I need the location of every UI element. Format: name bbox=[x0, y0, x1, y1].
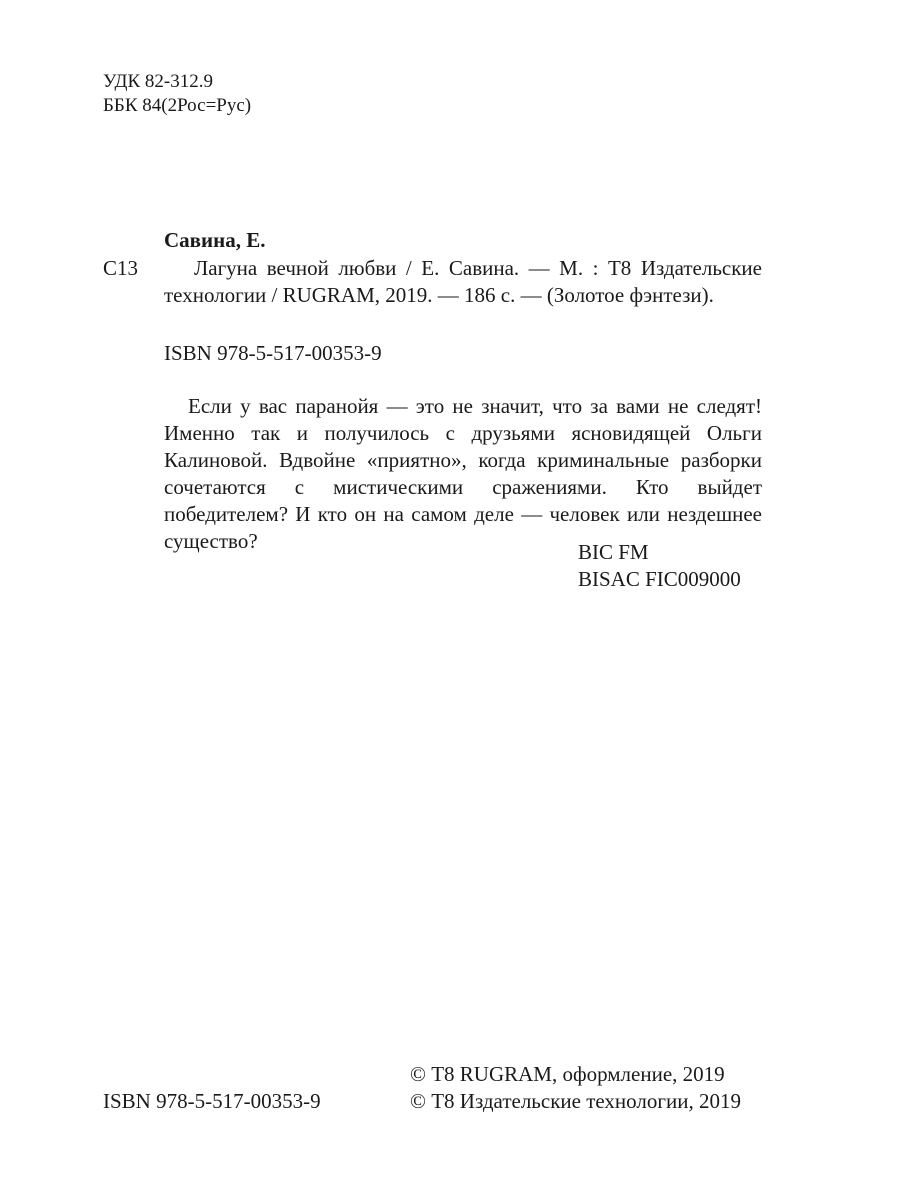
bic-code: BIC FM bbox=[578, 540, 649, 564]
bibliographic-line-2: технологии / RUGRAM, 2019. — 186 с. — (Золотое фэнтези). bbox=[164, 283, 714, 307]
isbn: ISBN 978-5-517-00353-9 bbox=[164, 341, 382, 365]
udk-code: УДК 82-312.9 bbox=[103, 71, 213, 92]
bbk-code: ББК 84(2Рос=Рус) bbox=[103, 95, 252, 116]
copyright-publisher: © Т8 Издательские технологии, 2019 bbox=[410, 1089, 741, 1113]
bisac-code: BISAC FIC009000 bbox=[578, 567, 741, 591]
isbn-footer: ISBN 978-5-517-00353-9 bbox=[103, 1089, 321, 1113]
author-sign-code: С13 bbox=[103, 256, 139, 280]
bibliographic-description bbox=[164, 255, 762, 309]
annotation-paragraph: Если у вас паранойя — это не значит, что за вами не следят! Именно так и получилось с друзьями ясновидящей Ольги Калиновой. Вдвойне «приятно», когда криминальные разборки сочетаются с мистическими сражениями. Кто выйдет победителем? И кто он на самом деле — человек или нездешнее существо? bbox=[164, 394, 762, 553]
author-name: Савина, Е. bbox=[164, 228, 266, 252]
bibliographic-line-1: Лагуна вечной любви / Е. Савина. — М. : Т8 Издательские bbox=[194, 256, 762, 280]
copyright-design: © Т8 RUGRAM, оформление, 2019 bbox=[410, 1062, 725, 1086]
